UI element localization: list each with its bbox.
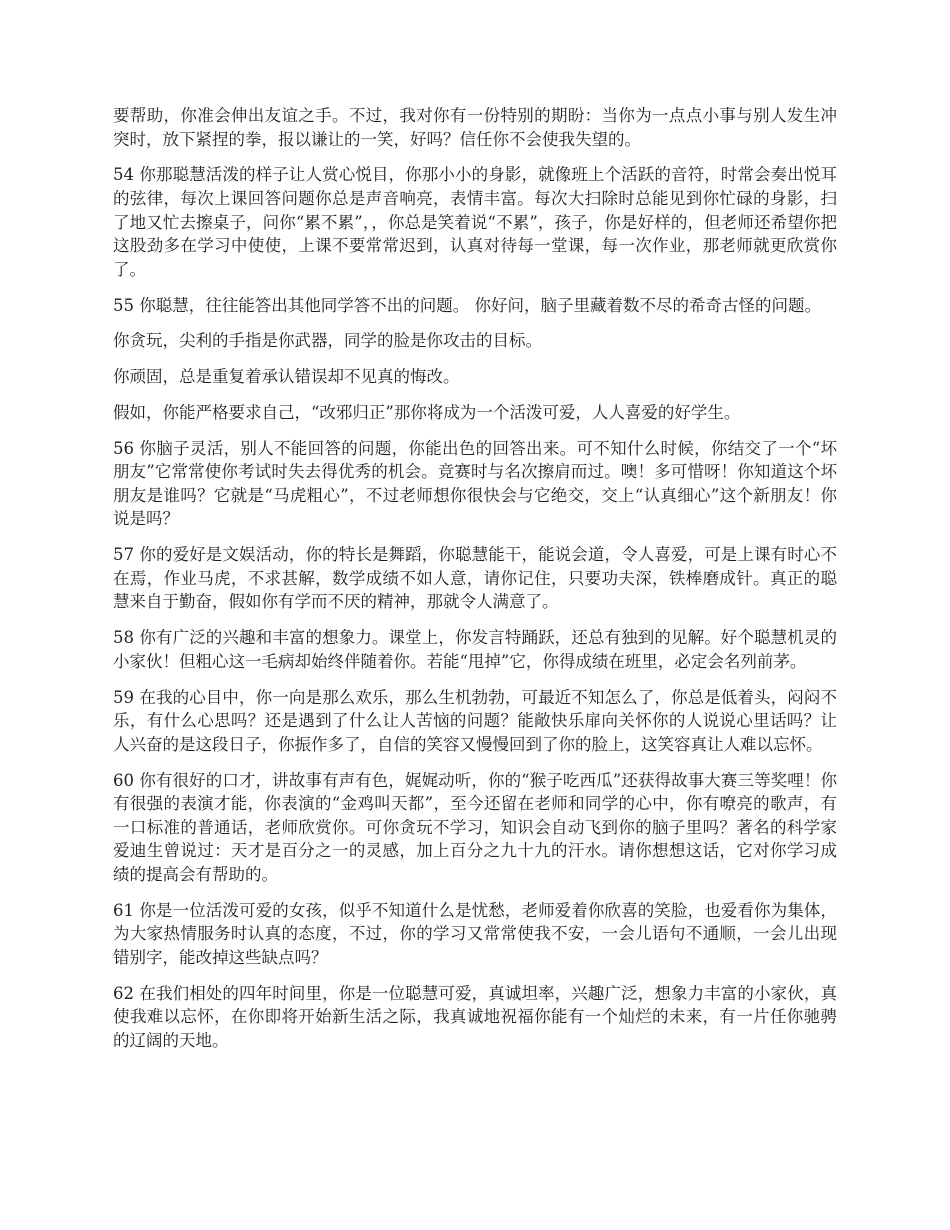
paragraph-62: 62 在我们相处的四年时间里，你是一位聪慧可爱，真诚坦率，兴趣广泛，想象力丰富的小家伙，真使我难以忘怀，在你即将开始新生活之际，我真诚地祝福你能有一个灿烂的未来，有一片任你驰骋的辽阔的天地。 [113, 983, 837, 1050]
paragraph-60: 60 你有很好的口才，讲故事有声有色，娓娓动听，你的“猴子吃西瓜”还获得故事大赛三等奖哩！你有很强的表演才能，你表演的“金鸡叫天都”，至今还留在老师和同学的心中，你有嘹亮的歌声，有一口标准的普通话，老师欣赏你。可你贪玩不学习，知识会自动飞到你的脑子里吗？著名的科学家爱迪生曾说过：天才是百分之一的灵感，加上百分之九十九的汗水。请你想想这话，它对你学习成绩的提高会有帮助的。 [113, 770, 837, 884]
paragraph-55: 55 你聪慧，往往能答出其他同学答不出的问题。 你好问，脑子里藏着数不尽的希奇古怪的问题。 [113, 295, 821, 315]
paragraph-56: 56 你脑子灵活，别人不能回答的问题，你能出色的回答出来。可不知什么时候，你结交了一个“坏朋友”它常常使你考试时失去得优秀的机会。竞赛时与名次擦肩而过。噢！多可惜呀！你知道这个坏朋友是谁吗？它就是“马虎粗心”，不过老师想你很快会与它绝交，交上“认真细心”这个新朋友！你说是吗？ [113, 438, 837, 529]
paragraph-61: 61 你是一位活泼可爱的女孩，似乎不知道什么是忧愁，老师爱着你欣喜的笑脸，也爱看你为集体，为大家热情服务时认真的态度，不过，你的学习又常常使我不安，一会儿语句不通顺，一会儿出现错别字，能改掉这些缺点吗？ [113, 900, 837, 967]
paragraph-57: 57 你的爱好是文娱活动，你的特长是舞蹈，你聪慧能干，能说会道，令人喜爱，可是上课有时心不在焉，作业马虎，不求甚解，数学成绩不如人意，请你记住，只要功夫深，铁棒磨成针。真正的聪慧来自于勤奋，假如你有学而不厌的精神，那就令人满意了。 [113, 545, 837, 612]
paragraph-continuation: 要帮助，你准会伸出友谊之手。不过，我对你有一份特别的期盼：当你为一点点小事与别人发生冲突时，放下紧捏的拳，报以谦让的一笑，好吗？信任你不会使我失望的。 [113, 106, 837, 149]
paragraph-54: 54 你那聪慧活泼的样子让人赏心悦目，你那小小的身影，就像班上个活跃的音符，时常会奏出悦耳的弦律，每次上课回答问题你总是声音响亮，表情丰富。每次大扫除时总能见到你忙碌的身影，扫了地又忙去擦桌子，问你“累不累”，，你总是笑着说“不累”，孩子，你是好样的，但老师还希望你把这股劲多在学习中使使，上课不要常常迟到，认真对待每一堂课，每一次作业，那老师就更欣赏你了。 [113, 165, 837, 279]
paragraph-55-playful: 你贪玩，尖利的手指是你武器，同学的脸是你攻击的目标。 [113, 331, 542, 351]
paragraph-55-stubborn: 你顽固，总是重复着承认错误却不见真的悔改。 [113, 367, 460, 387]
paragraph-59: 59 在我的心目中，你一向是那么欢乐，那么生机勃勃，可最近不知怎么了，你总是低着头，闷闷不乐，有什么心思吗？还是遇到了什么让人苦恼的问题？能敞快乐扉向关怀你的人说说心里话吗？让人兴奋的是这段日子，你振作多了，自信的笑容又慢慢回到了你的脸上，这笑容真让人难以忘怀。 [113, 687, 837, 754]
document-body [113, 104, 837, 1065]
paragraph-58: 58 你有广泛的兴趣和丰富的想象力。课堂上，你发言特踊跃，还总有独到的见解。好个聪慧机灵的小家伙！但粗心这一毛病却始终伴随着你。若能“甩掉”它，你得成绩在班里，必定会名列前茅。 [113, 628, 837, 671]
paragraph-55-conclusion: 假如，你能严格要求自己，“改邪归正”那你将成为一个活泼可爱，人人喜爱的好学生。 [113, 402, 741, 422]
